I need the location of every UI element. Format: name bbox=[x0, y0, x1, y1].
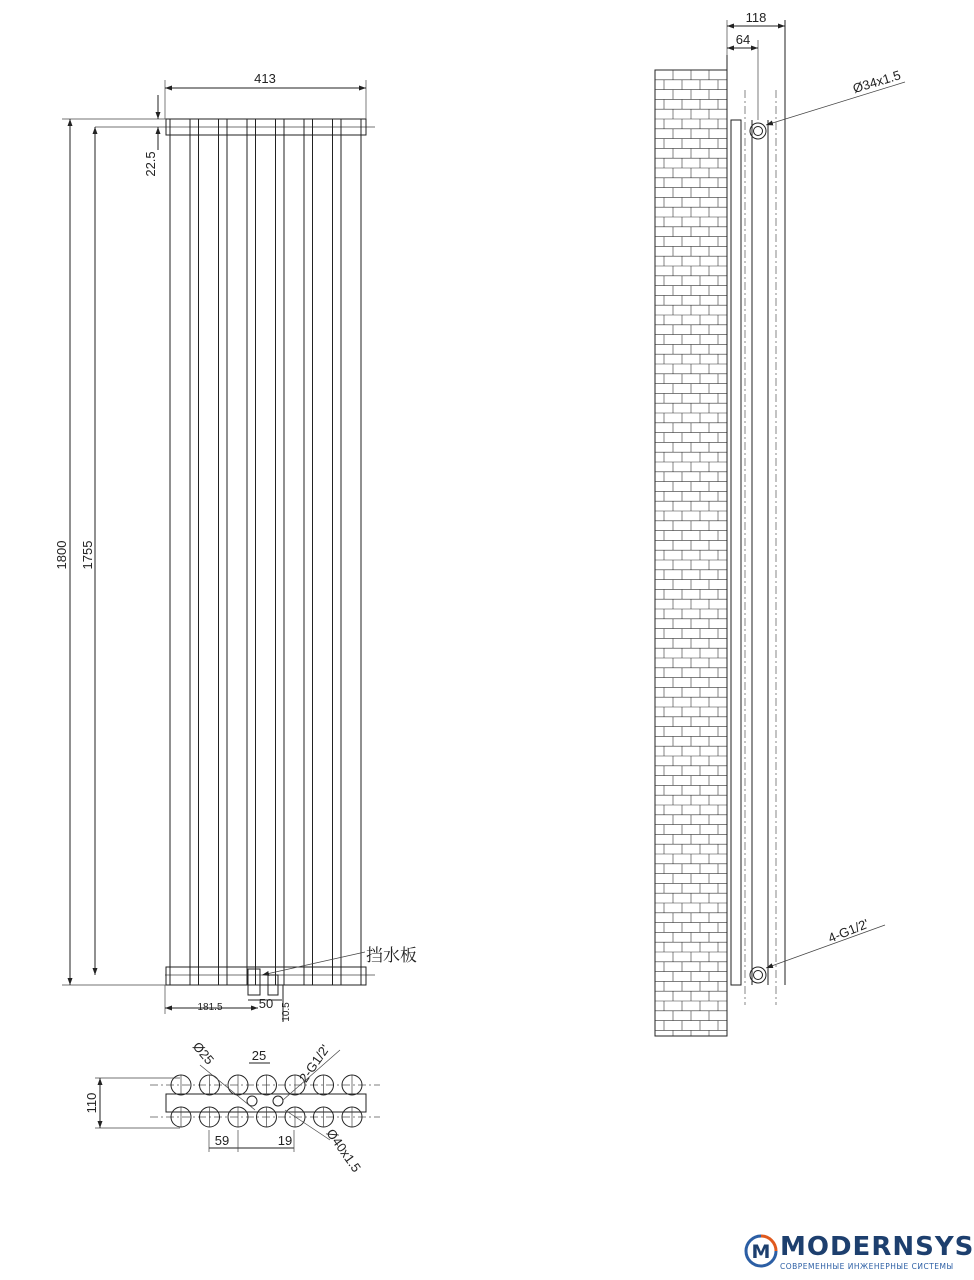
front-view bbox=[54, 71, 417, 1022]
wall-bracket bbox=[731, 120, 741, 985]
side-view bbox=[655, 10, 905, 1036]
height-dimension: 1800 bbox=[54, 540, 69, 570]
width-dimension: 413 bbox=[254, 71, 276, 86]
tube bbox=[170, 119, 190, 985]
collector-dimension: Ø40x1.5 bbox=[323, 1125, 364, 1175]
radiator-tubes bbox=[170, 119, 361, 985]
tube bbox=[256, 119, 276, 985]
bottom-mid-dimension: 50 bbox=[258, 996, 274, 1011]
centers-dimension: 1755 bbox=[80, 540, 95, 570]
tube bbox=[341, 119, 361, 985]
brand-name: MODERNSYS bbox=[780, 1232, 974, 1262]
baffle-label: 挡水板 bbox=[366, 946, 417, 965]
brand-tagline: СОВРЕМЕННЫЕ ИНЖЕНЕРНЫЕ СИСТЕМЫ bbox=[780, 1262, 954, 1271]
tube bbox=[313, 119, 333, 985]
right-offset-dimension: 19 bbox=[277, 1133, 293, 1148]
tube-diameter-dimension: Ø25 bbox=[189, 1038, 218, 1068]
tube bbox=[284, 119, 304, 985]
bottom-small-dimension: 10.5 bbox=[281, 1002, 292, 1022]
inlet-dimension: 2-G1/2' bbox=[296, 1041, 333, 1086]
overall-depth-dimension: 118 bbox=[745, 10, 767, 25]
left-offset-dimension: 59 bbox=[214, 1133, 230, 1148]
inlet-stub-left bbox=[248, 969, 260, 995]
tube bbox=[227, 119, 247, 985]
tube bbox=[199, 119, 219, 985]
brand-logo bbox=[742, 1230, 974, 1276]
side-collector-dimension: Ø34x1.5 bbox=[850, 67, 903, 97]
top-view-collector bbox=[166, 1094, 366, 1112]
depth-dimension: 110 bbox=[84, 1092, 99, 1114]
svg-text:M: M bbox=[751, 1241, 771, 1263]
logo-mark-icon bbox=[744, 1234, 778, 1268]
spacing-dimension: 25 bbox=[251, 1048, 267, 1063]
wall-offset-dimension: 64 bbox=[735, 32, 751, 47]
ports-dimension: 4-G1/2' bbox=[825, 915, 871, 946]
top-view-tubes bbox=[171, 1075, 362, 1127]
top-offset-dimension: 22.5 bbox=[143, 151, 158, 177]
bottom-left-dimension: 181.5 bbox=[197, 1002, 223, 1013]
top-view bbox=[84, 1039, 380, 1175]
bottom-collector bbox=[166, 967, 366, 985]
